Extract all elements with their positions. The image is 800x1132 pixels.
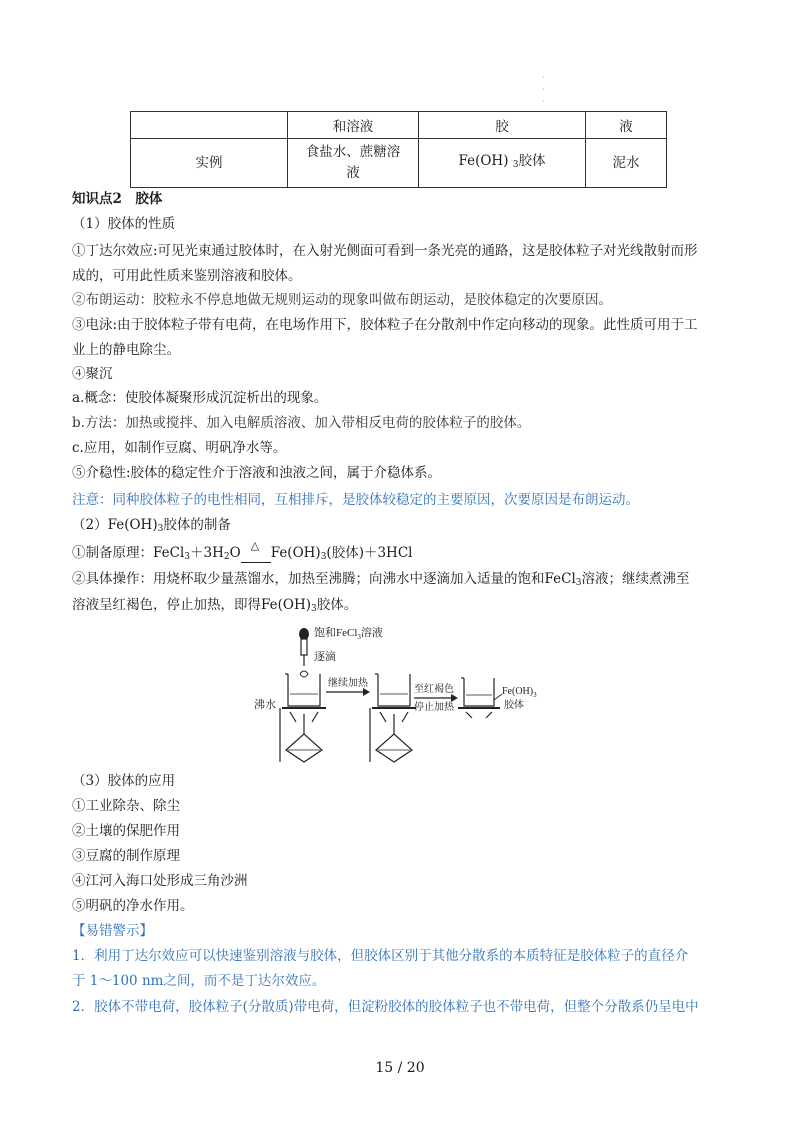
paragraph-line: 成的，可用此性质来鉴别溶液和胶体。 <box>72 268 302 284</box>
table-cell: 和溶液 <box>288 112 419 139</box>
section-title: 知识点2 胶体 <box>72 191 163 207</box>
warning-title: 【易错警示】 <box>72 923 153 939</box>
paragraph-line: ⑤介稳性:胶体的稳定性介于溶液和浊液之间，属于介稳体系。 <box>72 465 442 481</box>
paragraph-line: ③电泳:由于胶体粒子带有电荷，在电场作用下，胶体粒子在分散剂中作定向移动的现象。此性质可用于工 <box>72 317 698 333</box>
comparison-table <box>130 111 667 188</box>
label-dropwise: 逐滴 <box>314 651 336 663</box>
table-row <box>131 139 667 188</box>
table-cell: 食盐水、蔗糖溶 液 <box>288 139 419 188</box>
subsection-heading: （1）胶体的性质 <box>72 216 176 232</box>
label-product: $Fe(OH)_3$ <box>502 686 537 699</box>
beaker-3 <box>458 678 500 718</box>
paragraph-line: ②具体操作：用烧杯取少量蒸馏水，加热至沸腾；向沸水中逐滴加入适量的饱和FeCl$_3$溶液；继续煮沸至 <box>72 571 690 588</box>
paragraph-line: b.方法：加热或搅拌、加入电解质溶液、加入带相反电荷的胶体粒子的胶体。 <box>72 415 531 431</box>
table-cell: Fe(OH) $_3$胶体 <box>419 139 586 188</box>
list-item: ④江河入海口处形成三角沙洲 <box>72 873 248 889</box>
paragraph-line: 溶液呈红褐色，停止加热，即得$Fe(OH)_3$胶体。 <box>72 597 358 614</box>
label-boiling-water: 沸水 <box>254 699 276 711</box>
paragraph-line: ④聚沉 <box>72 366 113 382</box>
label-colloid: 胶体 <box>504 700 524 711</box>
subsection-heading: （3）胶体的应用 <box>72 773 176 789</box>
reaction-equation: ①制备原理：$FeCl_3+3H_2O$ △ $Fe(OH)_3$(胶体)＋3HCl <box>72 542 412 568</box>
label-stop-heating: 停止加热 <box>414 702 454 713</box>
warning-line: 2．胶体不带电荷，胶体粒子(分散质)带电荷，但淀粉胶体的胶体粒子也不带电荷，但整个分散系仍呈电中 <box>72 999 699 1015</box>
list-item: ⑤明矾的净水作用。 <box>72 898 194 914</box>
table-cell: 泥水 <box>586 139 667 188</box>
colloid-preparation-figure <box>250 622 570 772</box>
list-item: ①工业除杂、除尘 <box>72 798 180 814</box>
heating-condition: △ <box>241 552 271 568</box>
paragraph-line: ①丁达尔效应:可见光束通过胶体时，在入射光侧面可看到一条光亮的通路，这是胶体粒子对光线散射而形 <box>72 243 698 259</box>
note-line: 注意：同种胶体粒子的电性相同，互相排斥，是胶体较稳定的主要原因，次要原因是布朗运动。 <box>72 492 639 508</box>
label-continue-heating: 继续加热 <box>328 678 368 689</box>
paragraph-line: a.概念：使胶体凝聚形成沉淀析出的现象。 <box>72 390 328 406</box>
table-cell: 液 <box>586 112 667 139</box>
warning-line: 于 1～100 nm之间，而不是丁达尔效应。 <box>72 973 326 989</box>
table-cell: 胶 <box>419 112 586 139</box>
subsection-heading: $(2)Fe(OH)_3$胶体的制备 <box>72 517 231 534</box>
label-saturated-fecl3: 饱和FeCl$_3$溶液 <box>314 627 383 641</box>
table-cell: 实例 <box>131 139 288 188</box>
label-red-brown: 至红褐色 <box>414 684 454 695</box>
table-row <box>131 112 667 139</box>
list-item: ③豆腐的制作原理 <box>72 848 180 864</box>
paragraph-line: ②布朗运动：胶粒永不停息地做无规则运动的现象叫做布朗运动，是胶体稳定的次要原因。 <box>72 292 612 308</box>
margin-dots: · · · <box>542 73 545 106</box>
page-number: 15 / 20 <box>375 1060 425 1076</box>
warning-line: 1．利用丁达尔效应可以快速鉴别溶液与胶体，但胶体区别于其他分散系的本质特征是胶体粒子的直径介 <box>72 948 689 964</box>
dropper-icon <box>299 628 309 677</box>
table-cell <box>131 112 288 139</box>
paragraph-line: c.应用，如制作豆腐、明矾净水等。 <box>72 440 287 456</box>
list-item: ②土壤的保肥作用 <box>72 823 180 839</box>
paragraph-line: 业上的静电除尘。 <box>72 342 180 358</box>
